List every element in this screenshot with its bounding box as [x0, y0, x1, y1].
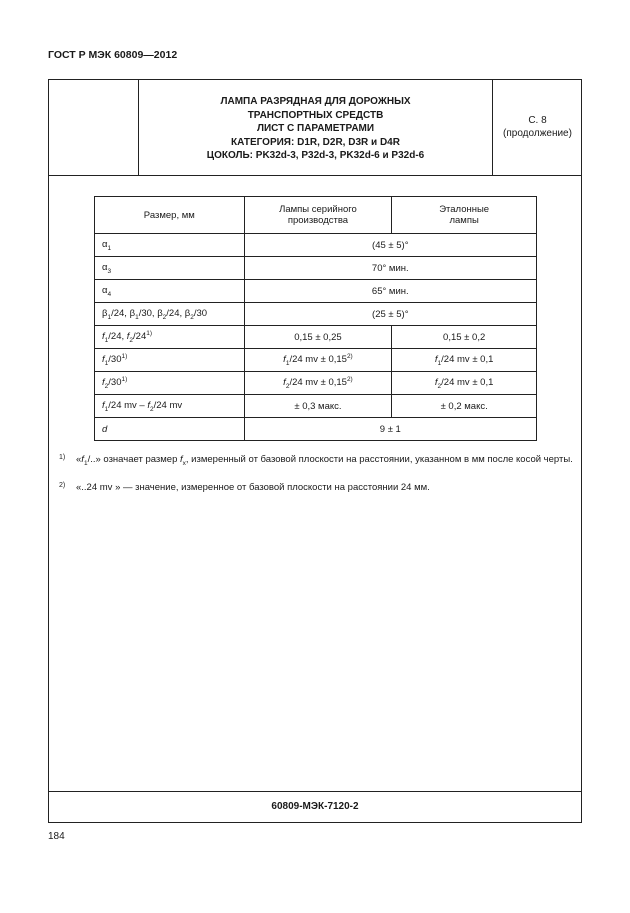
title-line-3: ЛИСТ С ПАРАМЕТРАМИ — [256, 123, 375, 134]
page-number: 184 — [48, 831, 65, 842]
row-label: $\alpha_3$ — [95, 257, 245, 280]
sheet-title — [139, 95, 492, 163]
row-reference: ± 0,2 макс. — [392, 395, 537, 418]
row-serial: 0,15 ± 0,25 — [244, 326, 392, 349]
parameters-table — [94, 196, 537, 441]
row-value: (25 ± 5)° — [244, 303, 536, 326]
table-row-alpha4 — [95, 280, 537, 303]
sheet-header — [49, 80, 581, 176]
sheet-page-label — [494, 114, 581, 140]
row-label: $\alpha_4$ — [95, 280, 245, 303]
row-label: $\alpha_1$ — [95, 234, 245, 257]
document-code: ГОСТ Р МЭК 60809—2012 — [48, 49, 178, 61]
row-label: $f_1/24$ mv – $f_2/24$ mv — [95, 395, 245, 418]
table-row-alpha1 — [95, 234, 537, 257]
footnote-text: «..24 mv » — значение, измеренное от базовой плоскости на расстоянии 24 мм. — [76, 482, 430, 493]
footnote-1 — [59, 453, 579, 470]
row-label: $f_1/30^{1)}$ — [95, 349, 245, 372]
row-reference: $f_1/24$ mv ± 0,1 — [392, 349, 537, 372]
footer-code: 60809-МЭК-7120-2 — [271, 801, 359, 812]
row-value: 9 ± 1 — [244, 418, 536, 441]
row-value: (45 ± 5)° — [244, 234, 536, 257]
sheet-frame — [48, 79, 582, 823]
row-value: 65° мин. — [244, 280, 536, 303]
table-row-alpha3 — [95, 257, 537, 280]
title-line-5: ЦОКОЛЬ: PK32d-3, P32d-3, PK32d-6 и P32d-6 — [206, 150, 425, 161]
table-row-beta — [95, 303, 537, 326]
row-label: d — [95, 418, 245, 441]
title-line-2: ТРАНСПОРТНЫХ СРЕДСТВ — [247, 109, 384, 121]
table-row-d — [95, 418, 537, 441]
row-label: $f_1/24$, $f_2/24^{1)}$ — [95, 326, 245, 349]
row-serial: $f_2/24$ mv ± $0,15^{2)}$ — [244, 372, 392, 395]
table-header-row — [95, 197, 537, 234]
row-value: 70° мин. — [244, 257, 536, 280]
footnote-mark: 1) — [59, 454, 66, 461]
header-size: Размер, мм — [95, 197, 245, 234]
table-row-f24 — [95, 326, 537, 349]
footnote-2 — [59, 481, 579, 494]
footnote-text: «$f_1/$..» означает размер $f_x$, измеренный от базовой плоскости на расстоянии, указанном в мм после косой черты. — [76, 454, 573, 467]
row-serial: $f_1/24$ mv ± $0,15^{2)}$ — [244, 349, 392, 372]
page-label: С. 8 — [528, 115, 547, 126]
continuation-label: (продолжение) — [503, 128, 572, 139]
footer-divider — [49, 791, 581, 792]
title-line-4: КАТЕГОРИЯ: D1R, D2R, D3R и D4R — [231, 136, 400, 148]
header-left-cell — [49, 80, 139, 175]
row-serial: ± 0,3 макс. — [244, 395, 392, 418]
table-row-f1-30 — [95, 349, 537, 372]
title-line-1: ЛАМПА РАЗРЯДНАЯ ДЛЯ ДОРОЖНЫХ — [220, 96, 411, 107]
footnote-mark: 2) — [59, 482, 66, 489]
table-row-fdiff — [95, 395, 537, 418]
row-label: $\beta_1/24$, $\beta_1/30$, $\beta_2/24$, $\beta_2/30$ — [95, 303, 245, 326]
header-reference: Эталонные лампы — [392, 197, 537, 234]
row-reference: $f_2/24$ mv ± 0,1 — [392, 372, 537, 395]
table-row-f2-30 — [95, 372, 537, 395]
row-label: $f_2/30^{1)}$ — [95, 372, 245, 395]
header-serial: Лампы серийного производства — [244, 197, 392, 234]
row-reference: 0,15 ± 0,2 — [392, 326, 537, 349]
